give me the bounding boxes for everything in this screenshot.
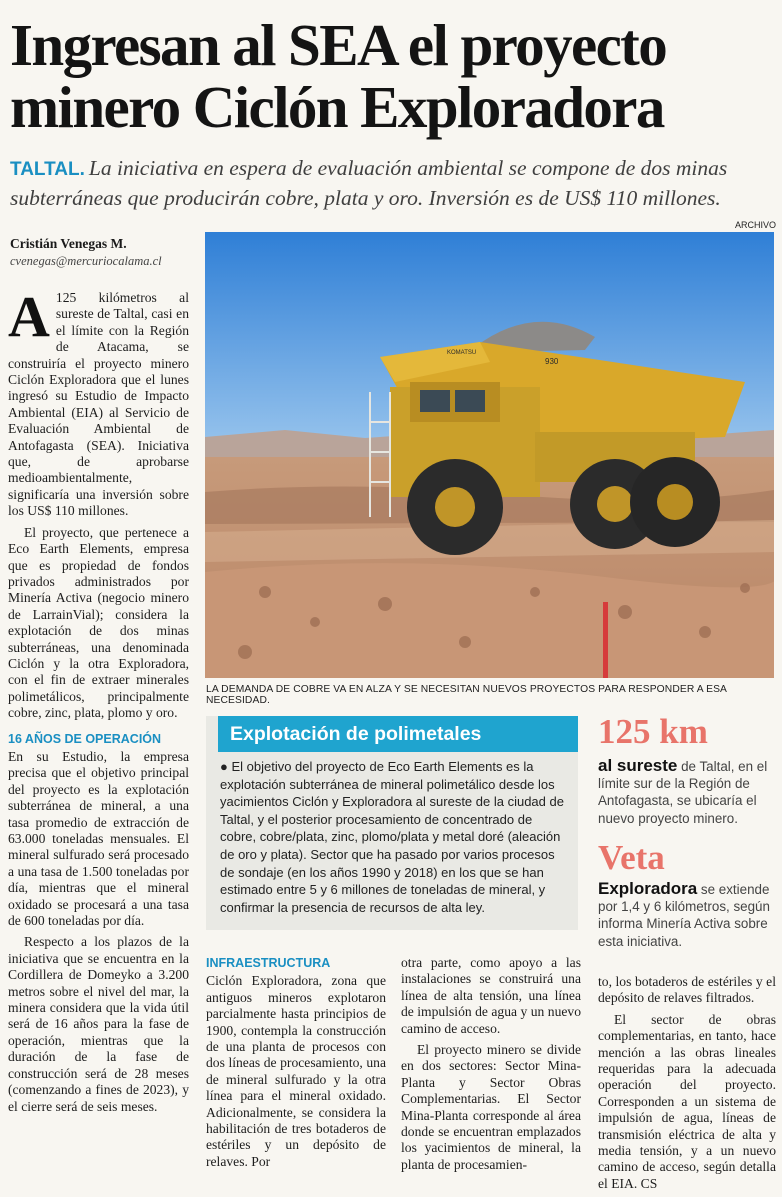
- photo-illustration: [205, 232, 774, 678]
- paragraph: El sector de obras complementarias, en tanto, hace mención a las obras lineales requeridas para la adecuada operación del proyecto. Corresponden a un sistema de impulsión de agua, líneas de transmisión eléctrica de alta y media tensión, y a un nuevo camino de acceso, según detalla el EIA. CS: [598, 1011, 776, 1191]
- info-box-body: ● El objetivo del proyecto de Eco Earth Elements es la explotación subterránea de mineral polimetálico desde los yacimientos Ciclón y Exploradora al sureste de la ciudad de Taltal, y el posterior procesamiento de concentrado de cobre, cobre/plata, zinc, plomo/plata y metal doré (aleación de oro y plata). Sector que ha pasado por varios procesos de sondaje (en los años 1990 y 2018) en los que se han estimado entre 5 y 6 millones de toneladas de mineral, y confirmar la presencia de recursos de alta ley.: [220, 759, 564, 915]
- bullet-icon: ●: [220, 759, 232, 774]
- mining-truck-photo: [205, 232, 774, 678]
- byline: Cristián Venegas M.: [10, 236, 127, 251]
- paragraph: otra parte, como apoyo a las instalaciones se construirá una línea de alta tensión, una línea de impulsión de agua y un nuevo camino de acceso.: [401, 955, 581, 1036]
- info-box: [206, 716, 578, 930]
- fact-number: Veta: [598, 838, 665, 877]
- photo-caption: LA DEMANDA DE COBRE VA EN ALZA Y SE NECESITAN NUEVOS PROYECTOS PARA RESPONDER A ESA NECESIDAD.: [206, 684, 727, 706]
- paragraph: Ciclón Exploradora, zona que antiguos mineros explotaron parcialmente hasta principios de 1900, contempla la construcción de una planta de procesos con dos líneas de procesamiento, una de mineral sulfurado y la otra línea para el mineral oxidado. Adicionalmente, se considera la habilitación de tres botaderos de estériles y un depósito de relaves. Por: [206, 973, 386, 1169]
- paragraph: El proyecto, que pertenece a Eco Earth Elements, empresa que es propiedad de fondos privados administrados por Minería Activa (negocio minero de LarrainVial); considera la explotación de dos minas subterráneas, una denominada Ciclón y la otra Exploradora, con el fin de extraer minerales polimetálicos, principalmente cobre, zinc, plata, plomo y oro.: [8, 524, 189, 721]
- author-email[interactable]: cvenegas@mercuriocalama.cl: [10, 254, 162, 268]
- article-column-3: [401, 955, 581, 1178]
- paragraph: to, los botaderos de estériles y el depósito de relaves filtrados.: [598, 974, 776, 1006]
- info-box-title: Explotación de polimetales: [218, 716, 578, 752]
- paragraph: En su Estudio, la empresa precisa que el objetivo principal del proyecto es la explotación subterránea de mineral, a una tasa promedio de extracción de 63.000 toneladas mensuales. El mineral sulfurado será procesado a una tasa de 1.500 toneladas por día, mientras que el mineral oxidado se procesará a una tasa de 600 toneladas por día.: [8, 748, 189, 929]
- fact-text: al sureste de Taltal, en el límite sur de la Región de Antofagasta, se ubicaría el nuevo proyecto minero.: [598, 756, 768, 826]
- paragraph: A 125 kilómetros al sureste de Taltal, casi en el límite con la Región de Atacama, se construiría el proyecto minero Ciclón Exploradora que el lunes ingresó su Estudio de Impacto Ambiental (EIA) al Servicio de Evaluación Ambiental de Antofagasta (SEA). Iniciativa que, de aprobarse medioambientalmente, significaría una inversión sobre los US$ 110 millones.: [8, 284, 189, 519]
- article-column-4: [598, 974, 776, 1197]
- article-column-2: [206, 955, 386, 1175]
- lede-text: La iniciativa en espera de evaluación ambiental se compone de dos minas subterráneas que producirán cobre, plata y oro. Inversión es de US$ 110 millones.: [10, 156, 728, 210]
- paragraph: Respecto a los plazos de la iniciativa que se encuentra en la Cordillera de Domeyko a 3.200 metros sobre el nivel del mar, la minera considera que la vida útil será de 16 años para la fase de operación, mientras que la duración de la fase de construcción será de 28 meses (comenzando a fines de 2023), y el cierre será de seis meses.: [8, 934, 189, 1114]
- fact-number: 125 km: [598, 712, 708, 751]
- article-column-1: [8, 284, 189, 1120]
- subhead-operacion: 16 AÑOS DE OPERACIÓN: [8, 731, 162, 746]
- fact-text: Exploradora se extiende por 1,4 y 6 kilómetros, según informa Minería Activa sobre esta iniciativa.: [598, 879, 770, 949]
- truck-brand: KOMATSU: [447, 350, 477, 356]
- paragraph: El proyecto minero se divide en dos sectores: Sector Mina-Planta y Sector Obras Complementarias. El Sector Mina-Planta corresponde al área donde se encuentran emplazados los yacimientos de mineral, la planta de procesamien-: [401, 1042, 581, 1172]
- dropcap: A: [8, 284, 50, 349]
- lede: [10, 154, 780, 212]
- photo-credit: ARCHIVO: [735, 220, 777, 230]
- truck-number: 930: [545, 357, 559, 366]
- subhead-infraestructura: INFRAESTRUCTURA: [206, 956, 331, 970]
- headline: Ingresan al SEA el proyecto minero Ciclón Exploradora: [10, 12, 667, 140]
- lede-location: TALTAL.: [10, 159, 85, 180]
- end-mark: CS: [640, 1175, 658, 1191]
